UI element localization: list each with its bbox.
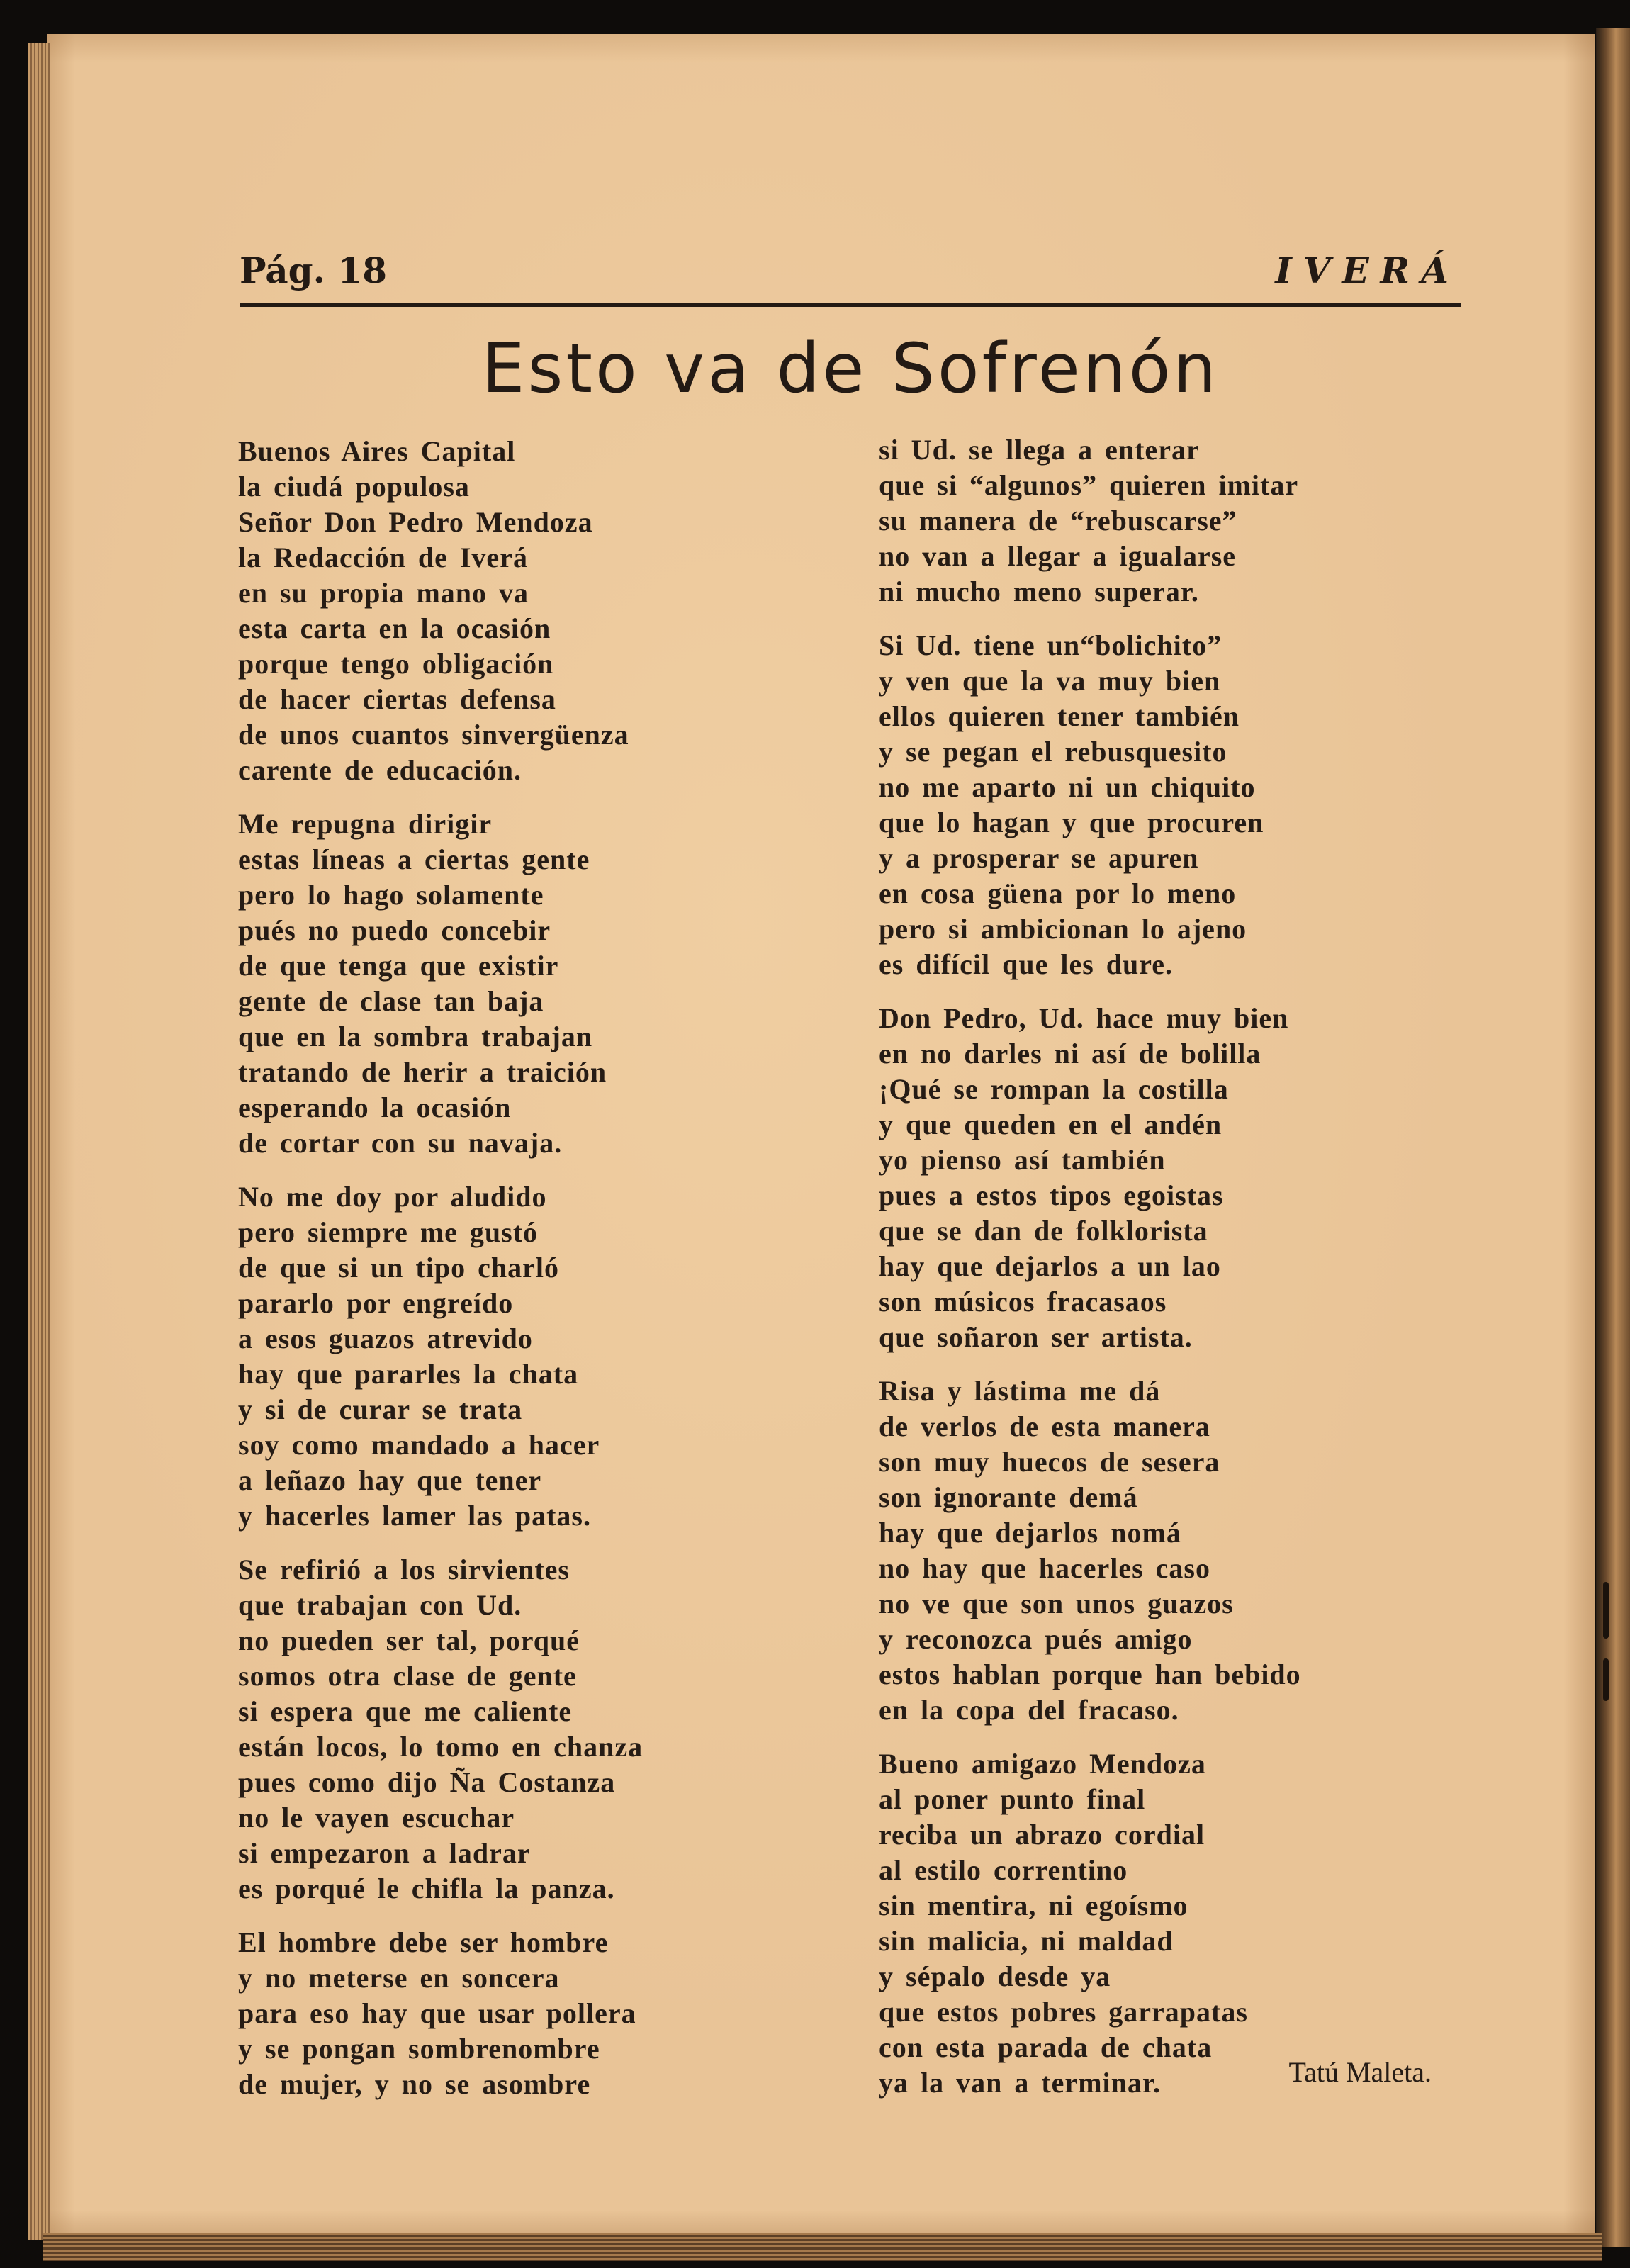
poem-stanza [879,1746,1474,2101]
poem-line: El hombre debe ser hombre [238,1926,609,1958]
poem-line: No me doy por aludido [238,1181,547,1213]
poem-line: Me repugna dirigir [238,808,493,840]
poem-line: pararlo por engreído [238,1287,514,1319]
poem-line: no hay que hacerles caso [879,1552,1210,1584]
poem-line: al estilo correntino [879,1854,1128,1886]
poem-line: son muy huecos de sesera [879,1446,1220,1478]
poem-line: ni mucho meno superar. [879,576,1199,607]
poem-line: Se refirió a los sirvientes [238,1554,570,1585]
poem-line: no le vayen escuchar [238,1802,515,1834]
poem-line: de que si un tipo charló [238,1252,559,1284]
poem-line: en la copa del fracaso. [879,1694,1179,1726]
poem-line: que se dan de folklorista [879,1215,1208,1247]
page-edges-left [28,43,50,2240]
poem-stanza [238,1179,833,1534]
poem-line: son ignorante demá [879,1481,1138,1513]
poem-line: en su propia mano va [238,577,529,609]
poem-line: pues a estos tipos egoistas [879,1179,1224,1211]
poem-column-right [879,432,1474,2119]
poem-line: a leñazo hay que tener [238,1464,542,1496]
poem-line: con esta parada de chata [879,2031,1213,2063]
poem-line: sin malicia, ni maldad [879,1925,1174,1957]
poem-line: es porqué le chifla la panza. [238,1873,615,1904]
article-title: Esto va de Sofrenón [481,329,1220,408]
poem-stanza [238,1552,833,1907]
poem-line: que si “algunos” quieren imitar [879,469,1299,501]
poem-stanza [879,1001,1474,1355]
poem-line: de verlos de esta manera [879,1410,1210,1442]
poem-line: pero siempre me gustó [238,1216,539,1248]
poem-line: a esos guazos atrevido [238,1323,533,1354]
poem-line: en no darles ni así de bolilla [879,1038,1261,1070]
poem-stanza [238,434,833,788]
poem-line: que soñaron ser artista. [879,1321,1193,1353]
poem-line: si Ud. se llega a enterar [879,434,1200,466]
author-signature: Tatú Maleta. [1288,2056,1432,2088]
poem-line: gente de clase tan baja [238,985,544,1017]
binding-strip [1596,28,1630,2247]
poem-line: somos otra clase de gente [238,1660,577,1692]
poem-line: estos hablan porque han bebido [879,1658,1301,1690]
page-number: Pág. 18 [240,249,388,291]
poem-line: no pueden ser tal, porqué [238,1624,580,1656]
poem-line: pues como dijo Ña Costanza [238,1766,616,1798]
poem-line: de unos cuantos sinvergüenza [238,719,629,751]
poem-line: y se pongan sombrenombre [238,2033,600,2065]
poem-line: Bueno amigazo Mendoza [879,1748,1206,1780]
poem-line: esperando la ocasión [238,1091,512,1123]
poem-line: la Redacción de Iverá [238,541,528,573]
poem-line: en cosa güena por lo meno [879,877,1237,909]
poem-line: Si Ud. tiene un“bolichito” [879,629,1222,661]
poem-line: tratando de herir a traición [238,1056,607,1088]
poem-line: no ve que son unos guazos [879,1588,1234,1619]
poem-line: ya la van a terminar. [879,2067,1161,2099]
poem-line: y si de curar se trata [238,1393,523,1425]
poem-line: ellos quieren tener también [879,700,1240,732]
poem-line: Buenos Aires Capital [238,435,516,467]
poem-stanza [238,807,833,1161]
poem-line: yo pienso así también [879,1144,1166,1176]
poem-line: y sépalo desde ya [879,1960,1111,1992]
poem-stanza [879,628,1474,982]
poem-line: de mujer, y no se asombre [238,2068,591,2100]
poem-line: soy como mandado a hacer [238,1429,600,1461]
poem-line: y hacerles lamer las patas. [238,1500,591,1532]
staple-bottom [1603,1658,1609,1701]
poem-stanza [238,1925,833,2102]
poem-line: ¡Qué se rompan la costilla [879,1073,1229,1105]
magazine-name: IVERÁ [1275,249,1460,291]
poem-line: son músicos fracasaos [879,1286,1167,1318]
poem-line: y que queden en el andén [879,1108,1222,1140]
poem-line: de hacer ciertas defensa [238,683,556,715]
poem-line: si empezaron a ladrar [238,1837,531,1869]
poem-line: de que tenga que existir [238,950,559,982]
poem-line: que lo hagan y que procuren [879,807,1264,838]
poem-line: al poner punto final [879,1783,1146,1815]
poem-stanza [879,1374,1474,1728]
poem-line: están locos, lo tomo en chanza [238,1731,643,1763]
poem-line: porque tengo obligación [238,648,554,680]
page-edges-bottom [43,2233,1602,2261]
poem-line: y ven que la va muy bien [879,665,1221,697]
poem-line: es difícil que les dure. [879,948,1174,980]
poem-line: para eso hay que usar pollera [238,1997,636,2029]
poem-line: carente de educación. [238,754,522,786]
poem-line: pero si ambicionan lo ajeno [879,913,1247,945]
poem-line: su manera de “rebuscarse” [879,505,1237,537]
poem-line: Risa y lástima me dá [879,1375,1161,1407]
poem-line: que en la sombra trabajan [238,1021,593,1052]
poem-line: Señor Don Pedro Mendoza [238,506,593,538]
poem-line: de cortar con su navaja. [238,1127,563,1159]
poem-line: hay que pararles la chata [238,1358,579,1390]
header-rule [240,303,1461,307]
poem-line: pués no puedo concebir [238,914,551,946]
poem-line: que estos pobres garrapatas [879,1996,1248,2028]
poem-line: estas líneas a ciertas gente [238,843,590,875]
poem-line: reciba un abrazo cordial [879,1819,1205,1851]
poem-line: no van a llegar a igualarse [879,540,1237,572]
poem-line: y reconozca pués amigo [879,1623,1193,1655]
poem-stanza [879,432,1474,610]
poem-line: la ciudá populosa [238,471,470,503]
poem-column-left [238,434,833,2121]
poem-line: y a prosperar se apuren [879,842,1199,874]
poem-line: Don Pedro, Ud. hace muy bien [879,1002,1289,1034]
poem-line: que trabajan con Ud. [238,1589,522,1621]
page-header [240,249,1460,299]
poem-line: no me aparto ni un chiquito [879,771,1256,803]
poem-line: pero lo hago solamente [238,879,544,911]
poem-line: si espera que me caliente [238,1695,573,1727]
poem-line: sin mentira, ni egoísmo [879,1890,1188,1921]
poem-line: hay que dejarlos nomá [879,1517,1181,1549]
staple-top [1603,1582,1609,1639]
poem-line: y se pegan el rebusquesito [879,736,1227,768]
poem-line: y no meterse en soncera [238,1962,560,1994]
poem-line: hay que dejarlos a un lao [879,1250,1221,1282]
poem-line: esta carta en la ocasión [238,612,551,644]
